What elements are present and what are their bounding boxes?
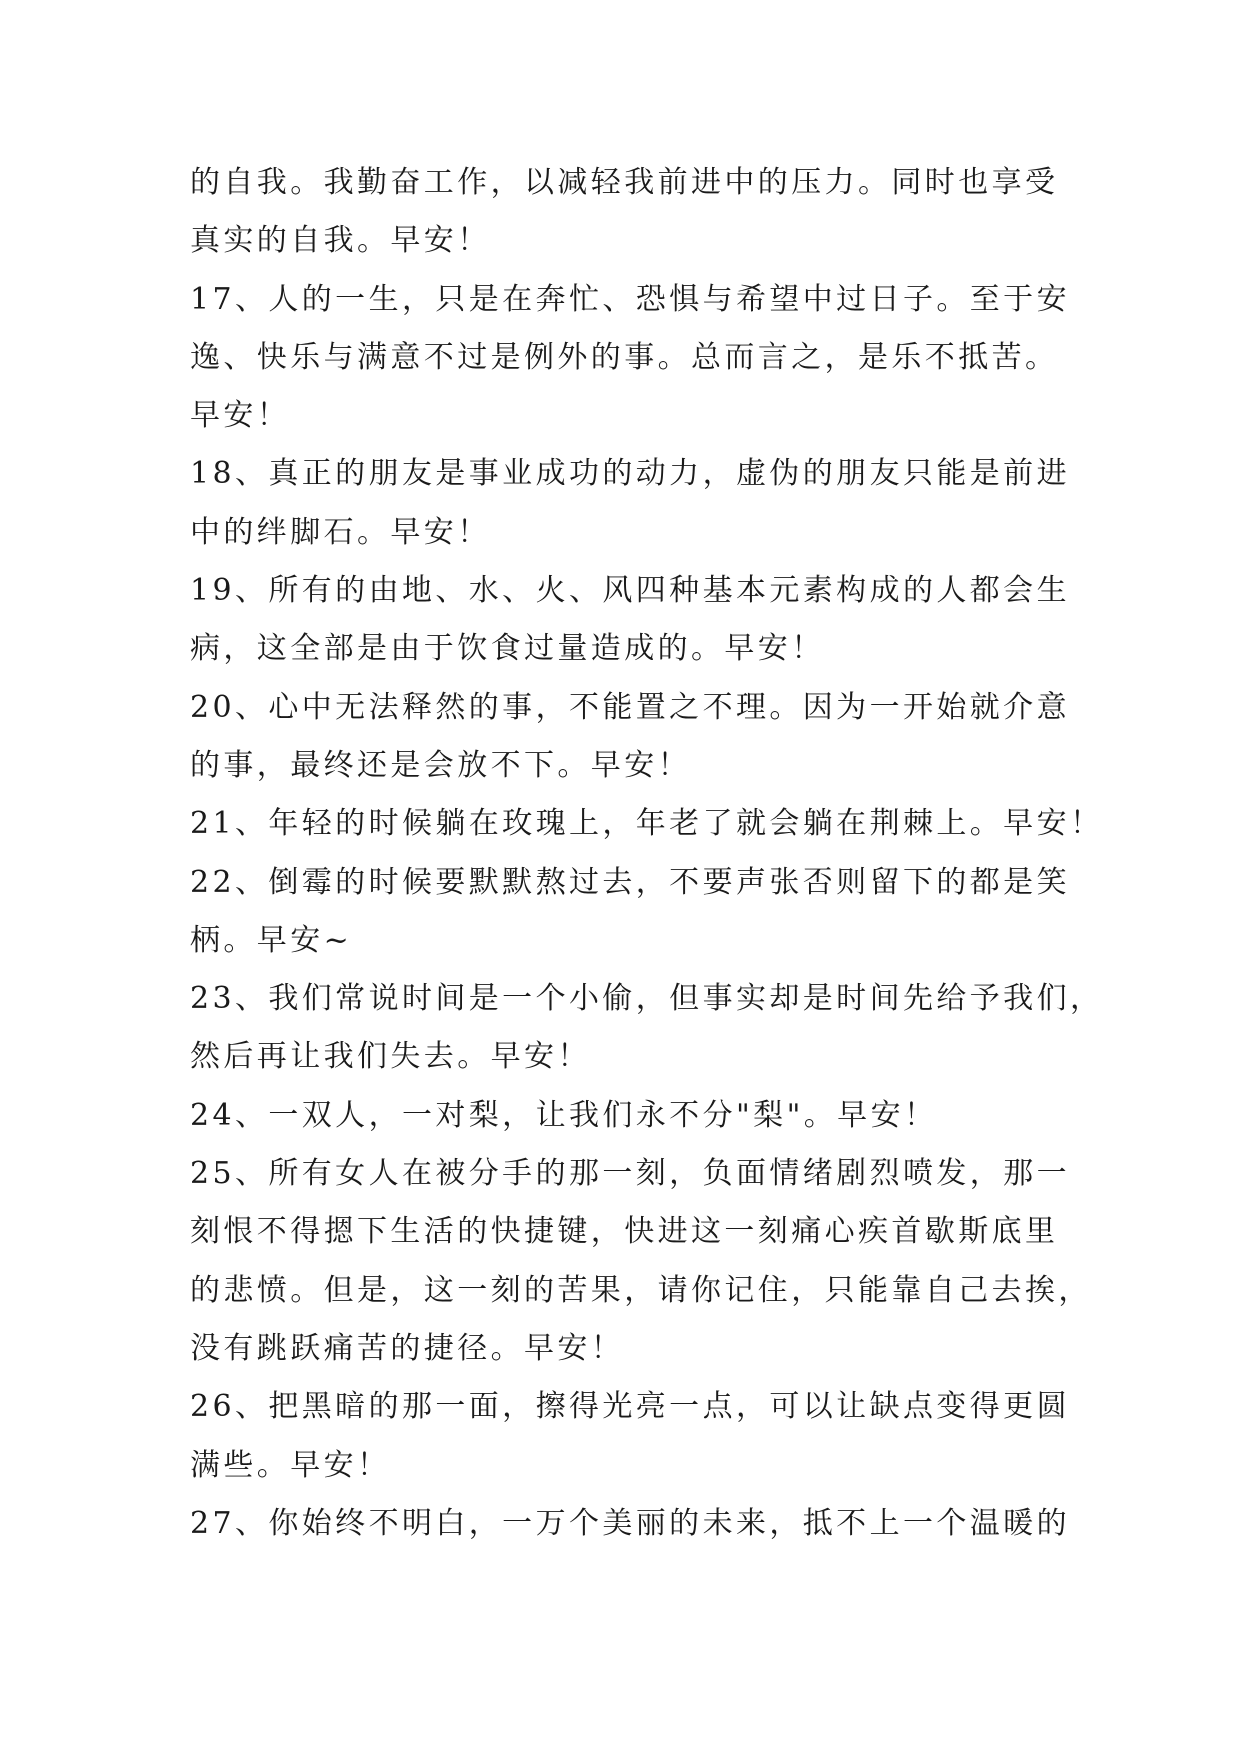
text-line: 的事，最终还是会放不下。早安！ bbox=[190, 747, 691, 783]
text-line: 23、我们常说时间是一个小偷，但事实却是时间先给予我们， bbox=[190, 981, 1104, 1017]
text-line: 病，这全部是由于饮食过量造成的。早安！ bbox=[190, 631, 825, 667]
text-line: 24、一双人，一对梨，让我们永不分"梨"。早安！ bbox=[190, 1097, 938, 1133]
text-line: 17、人的一生，只是在奔忙、恐惧与希望中过日子。至于安 bbox=[190, 281, 1070, 317]
text-line: 早安！ bbox=[190, 398, 291, 434]
text-line: 没有跳跃痛苦的捷径。早安！ bbox=[190, 1330, 625, 1366]
text-line: 然后再让我们失去。早安！ bbox=[190, 1039, 591, 1075]
text-line: 27、你始终不明白，一万个美丽的未来，抵不上一个温暖的 bbox=[190, 1505, 1070, 1541]
text-line: 满些。早安！ bbox=[190, 1447, 391, 1483]
document-body bbox=[190, 154, 1110, 1553]
text-line: 刻恨不得摁下生活的快捷键，快进这一刻痛心疾首歇斯底里 bbox=[190, 1214, 1059, 1250]
text-line: 19、所有的由地、水、火、风四种基本元素构成的人都会生 bbox=[190, 573, 1070, 609]
text-line: 20、心中无法释然的事，不能置之不理。因为一开始就介意 bbox=[190, 689, 1070, 725]
text-line: 22、倒霉的时候要默默熬过去，不要声张否则留下的都是笑 bbox=[190, 864, 1070, 900]
text-line: 柄。早安~ bbox=[190, 922, 353, 958]
text-line: 26、把黑暗的那一面，擦得光亮一点，可以让缺点变得更圆 bbox=[190, 1389, 1070, 1425]
text-line: 18、真正的朋友是事业成功的动力，虚伪的朋友只能是前进 bbox=[190, 456, 1070, 492]
text-line: 21、年轻的时候躺在玫瑰上，年老了就会躺在荆棘上。早安！ bbox=[190, 806, 1104, 842]
text-line: 25、所有女人在被分手的那一刻，负面情绪剧烈喷发，那一 bbox=[190, 1156, 1070, 1192]
text-line: 中的绊脚石。早安！ bbox=[190, 514, 491, 550]
text-line: 的自我。我勤奋工作，以减轻我前进中的压力。同时也享受 bbox=[190, 165, 1059, 200]
text-line: 的悲愤。但是，这一刻的苦果，请你记住，只能靠自己去挨， bbox=[190, 1272, 1092, 1308]
text-line: 真实的自我。早安！ bbox=[190, 223, 491, 259]
text-line: 逸、快乐与满意不过是例外的事。总而言之，是乐不抵苦。 bbox=[190, 339, 1059, 375]
